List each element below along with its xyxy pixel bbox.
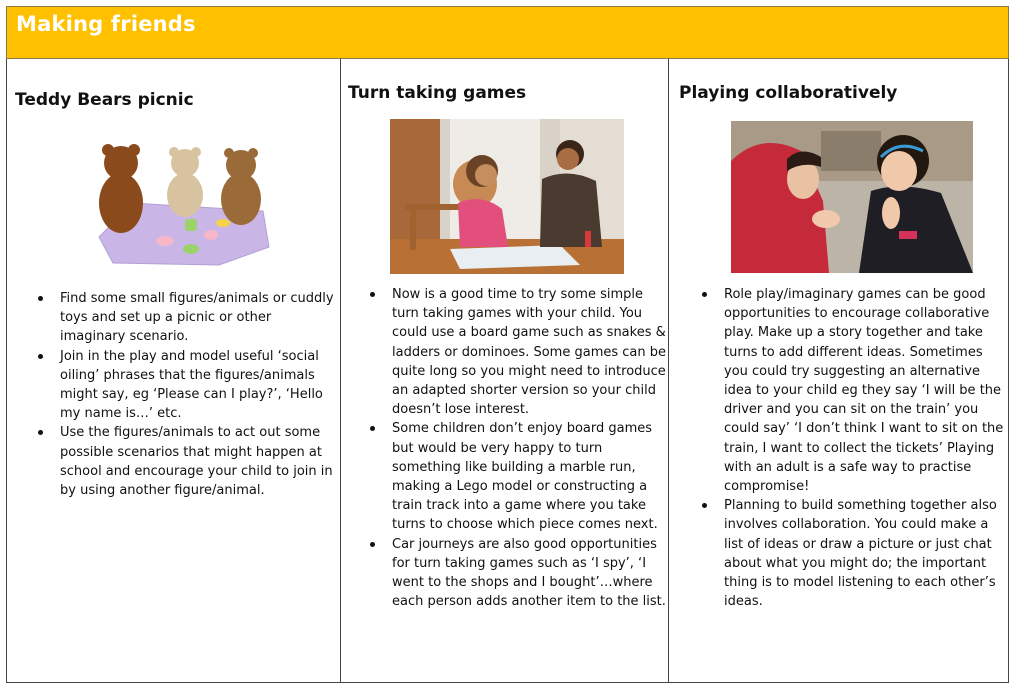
column-playing-collaboratively [669, 59, 1008, 682]
list-item: Some children don’t enjoy board games but would be very happy to turn something like building a marble run, making a Lego model or constructing a train track into a game where you take turns to choose which piece comes next. [370, 419, 666, 534]
bullet-list [38, 289, 334, 500]
bullet-list [702, 285, 1006, 611]
column-title: Teddy Bears picnic [15, 90, 194, 110]
page-header [6, 6, 1009, 59]
list-item: Role play/imaginary games can be good opportunities to encourage collaborative play. Make up a story together and take turns to add different ideas. Sometimes you could try suggesting an alternative idea to your child eg they say ‘I will be the driver and you can sit on the train’ you could say’ ‘I don’t think I want to sit on the train, I want to collect the tickets’ Playing with an adult is a safe way to practise compromise! [702, 285, 1006, 496]
activity-table [6, 59, 1009, 683]
list-item: Use the figures/animals to act out some possible scenarios that might happen at school and encourage your child to join in by using another figure/animal. [38, 423, 334, 500]
column-title: Turn taking games [348, 83, 527, 103]
list-item: Join in the play and model useful ‘social oiling’ phrases that the figures/animals might say, eg ‘Please can I play?’, ‘Hello my name is…’ etc. [38, 347, 334, 424]
list-item: Planning to build something together also involves collaboration. You could make a list of ideas or draw a picture or just chat about what you might do; the important thing is to model listening to each other’s ideas. [702, 496, 1006, 611]
column-turn-taking [341, 59, 669, 682]
list-item: Car journeys are also good opportunities for turn taking games such as ‘I spy’, ‘I went to the shops and I bought’…where each person adds another item to the list. [370, 535, 666, 612]
board-game-image [390, 119, 624, 274]
list-item: Find some small figures/animals or cuddly toys and set up a picnic or other imaginary scenario. [38, 289, 334, 347]
children-playing-image [731, 121, 973, 273]
bullet-list [370, 285, 666, 611]
column-title: Playing collaboratively [679, 83, 898, 103]
column-teddy-bears [7, 59, 341, 682]
page-title: Making friends [16, 12, 196, 36]
teddy-bears-picnic-image [93, 137, 273, 267]
list-item: Now is a good time to try some simple turn taking games with your child. You could use a board game such as snakes & ladders or dominoes. Some games can be quite long so you might need to introduce an adapted shorter version so your child doesn’t lose interest. [370, 285, 666, 419]
